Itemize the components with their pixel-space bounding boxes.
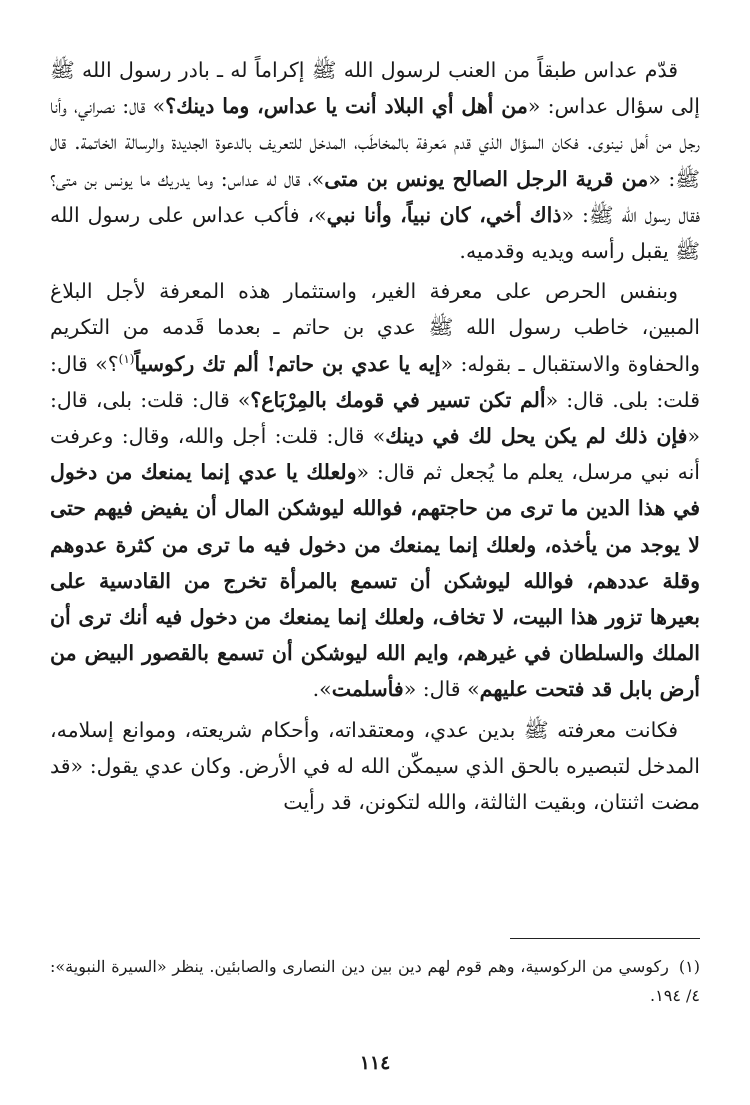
quote-text: فإن ذلك لم يكن يحل لك في دينك [385,424,688,449]
body-text: قدّم عداس طبقاً من العنب لرسول الله ﷺ إكراماً له ـ بادر رسول الله ﷺ إلى سؤال عداس: « [50,58,700,119]
footnote-number: (١) [678,957,700,976]
paragraph-3 [50,712,700,821]
body-text: ؟» قال: قلت: بلى. قال: « [50,351,700,412]
body-text: » قال: « [403,677,480,702]
quote-text: من أهل أي البلاد أنت يا عداس، وما دينك؟ [165,94,528,119]
quote-text: من قرية الرجل الصالح يونس بن متى [324,166,649,191]
body-text: » قال: نصراني، وأنا رجل من أهل نينوى. فكان السؤال الذي قدم مَعرفة بالمخاطَب، المدخل للتعريف بالدعوة الجديدة والرسالة الخاتمة. قال ﷺ: « [50,94,700,191]
body-text: » قال: قلت: بلى، قال: « [50,387,701,449]
paragraph-2 [50,273,700,707]
body-text: »، فأكب عداس على رسول الله ﷺ يقبل رأسه ويديه وقدميه. [50,202,700,264]
footnote-divider [510,938,700,939]
footnote-text: ركوسي من الركوسية، وهم قوم لهم دين بين دين النصارى والصابئين. ينظر «السيرة النبوية»: ٤/ ١٩٤. [50,957,700,1005]
quote-text: ذاك أخي، كان نبياً، وأنا نبي [326,202,562,227]
body-text: ». [312,677,332,702]
quote-text: إيه يا عدي بن حاتم! ألم تك ركوسياً [134,351,441,376]
page-body [50,52,700,820]
body-text: فكانت معرفته ﷺ بدين عدي، ومعتقداته، وأحكام شريعته، وموانع إسلامه، المدخل لتبصيره بالحق الذي سيمكّن الله له في الأرض. وكان عدي يقول: «قد مضت اثنتان، وبقيت الثالثة، والله لتكونن، قد رأيت [50,717,700,815]
body-text: » قال: قلت: أجل والله، وقال: وعرفت أنه نبي مرسل، يعلم ما يُجعل ثم قال: « [50,424,700,485]
quote-text: فأسلمت [331,677,404,702]
body-text: »، قال له عداس: وما يدريك ما يونس بن متى؟ فقال رسول الله ﷺ: « [50,166,700,227]
quote-text: ولعلك يا عدي إنما يمنعك من دخول في هذا الدين ما ترى من حاجتهم، فوالله ليوشكن المال أن يفيض فيهم حتى لا يوجد من يأخذه، ولعلك إنما يمنعك من دخول فيه ما ترى من كثرة عدوهم وقلة عددهم، فوالله ليوشكن أن تسمع بالمرأة تخرج من القادسية على بعيرها تزور هذا البيت، لا تخاف، ولعلك إنما يمنعك من دخول فيه أنك ترى أن الملك والسلطان في غيرهم، وايم الله ليوشكن أن تسمع بالقصور البيض من أرض بابل قد فتحت عليهم [50,460,700,702]
page-number: ١١٤ [359,1052,391,1074]
body-text: وبنفس الحرص على معرفة الغير، واستثمار هذه المعرفة لأجل البلاغ المبين، خاطب رسول الله ﷺ عدي بن حاتم ـ بعدما قَدمه من التكريم والحفاوة والاستقبال ـ بقوله: « [50,279,701,376]
footnote-ref: (١) [118,351,135,366]
quote-text: ألم تكن تسير في قومك بالمِرْبَاع؟ [250,387,546,412]
paragraph-1 [50,52,700,269]
footnote [50,952,700,1010]
